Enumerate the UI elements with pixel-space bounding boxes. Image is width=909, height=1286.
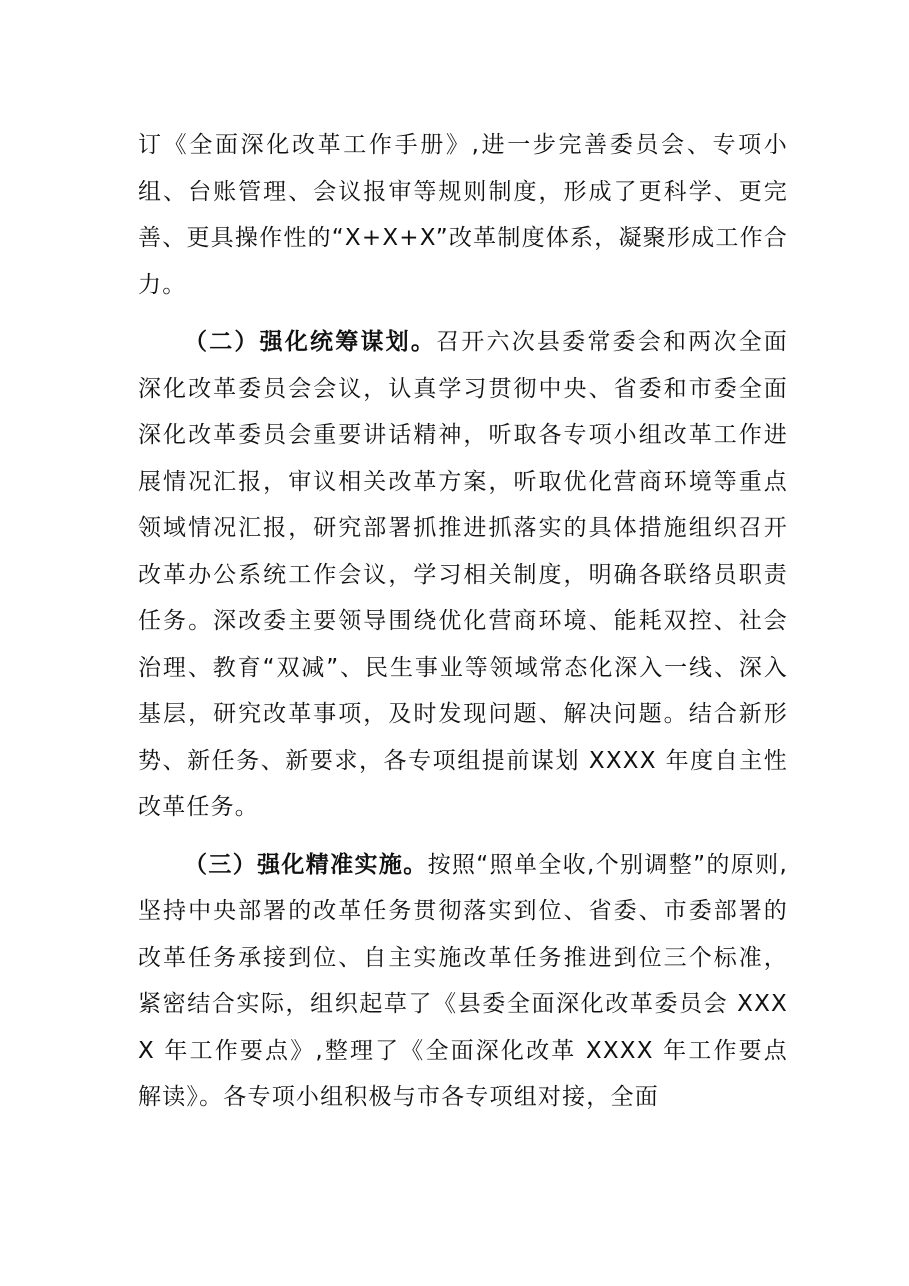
paragraph-continuation [138, 122, 788, 308]
section-heading: （三）强化精准实施。 [184, 851, 428, 878]
paragraph-text: 召开六次县委常委会和两次全面深化改革委员会会议，认真学习贯彻中央、省委和市委全面深化改革委员会重要讲话精神，听取各专项小组改革工作进展情况汇报，审议相关改革方案，听取优化营商环境等重点领域情况汇报，研究部署抓推进抓落实的具体措施组织召开改革办公系统工作会议，学习相关制度，明确各联络员职责任务。深改委主要领导围绕优化营商环境、能耗双控、社会治理、教育“双减”、民生事业等领域常态化深入一线、深入基层，研究改革事项，及时发现问题、解决问题。结合新形势、新任务、新要求，各专项组提前谋划 XXXX 年度自主性改革任务。 [138, 329, 788, 820]
section-heading: （二）强化统筹谋划。 [184, 329, 437, 355]
paragraph-text: 按照“照单全收,个别调整”的原则,坚持中央部署的改革任务贯彻落实到位、省委、市委部署的改革任务承接到位、自主实施改革任务推进到位三个标准，紧密结合实际，组织起草了《县委全面深化改革委员会 XXXX 年工作要点》,整理了《全面深化改革 XXXX 年工作要点解读》。各专项小组积极与市各专项组对接，全面 [138, 851, 788, 1110]
document-body [138, 122, 788, 1121]
paragraph-strengthen-planning [138, 319, 788, 831]
paragraph-text: 订《全面深化改革工作手册》,进一步完善委员会、专项小组、台账管理、会议报审等规则制度，形成了更科学、更完善、更具操作性的“X+X+X”改革制度体系，凝聚形成工作合力。 [138, 132, 788, 298]
paragraph-precise-implementation [138, 842, 788, 1121]
